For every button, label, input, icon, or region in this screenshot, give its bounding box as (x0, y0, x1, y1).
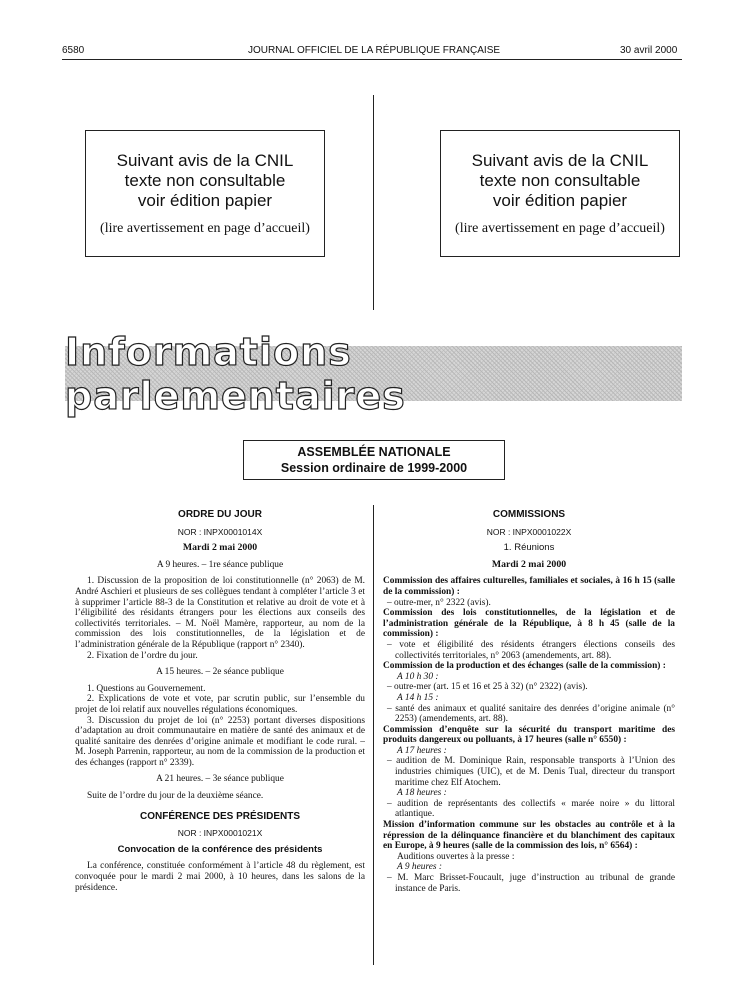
commission-4-time-1: A 17 heures : (397, 745, 447, 756)
seance-1-time: A 9 heures. – 1re séance publique (156, 559, 284, 570)
cnil-notice-left (85, 130, 325, 257)
ordre-title: ORDRE DU JOUR (178, 509, 262, 520)
column-divider-top (373, 95, 374, 310)
seance-3-item-1: Suite de l’ordre du jour de la deuxième séance. (87, 791, 264, 802)
cnil-note: (lire avertissement en page d’accueil) (100, 221, 310, 236)
seance-2-time: A 15 heures. – 2e séance publique (156, 667, 284, 678)
conference-nor: NOR : INPX0001021X (177, 828, 263, 839)
seance-1-item-1: 1. Discussion de la proposition de loi constitutionnelle (n° 2063) de M. André Aschieri et plusieurs de ses collègues tendant à compléter l’article 3 et à supprimer l’article 88-3 de la Constitution et relative au droit de vote et à l’éligibilité des résidants étrangers pour les élections aux conseils des collectivités territoriales. – M. Noël Mamère, rapporteur, au nom de la commission des lois constitutionnelles, de la législation et de l’administration générale de la République (rapport n° 2340). (75, 576, 365, 650)
ordre-nor: NOR : INPX0001014X (177, 526, 263, 537)
conference-title: CONFÉRENCE DES PRÉSIDENTS (139, 810, 301, 822)
commission-4-title: Commission d’enquête sur la sécurité du transport maritime des produits dangereux ou polluants, à 17 heures (salle n° 6550) : (383, 724, 675, 746)
right-column (383, 510, 675, 894)
commissions-title: COMMISSIONS (492, 509, 566, 520)
cnil-notice-right (440, 130, 680, 257)
cnil-line-3: voir édition papier (137, 191, 273, 210)
cnil-line-1: Suivant avis de la CNIL (471, 151, 649, 170)
assemblee-box (243, 440, 505, 480)
mission-title: Mission d’information commune sur les obstacles au contrôle et à la répression de la délinquance financière et du blanchiment des capitaux en Europe, à 9 heures (salle de la commission des lois, n° 6564) : (383, 820, 675, 852)
reunions-heading: 1. Réunions (503, 542, 555, 554)
cnil-line-2: texte non consultable (124, 171, 286, 190)
cnil-note: (lire avertissement en page d’accueil) (455, 221, 665, 236)
assemblee-session: Session ordinaire de 1999-2000 (280, 461, 468, 475)
cnil-line-2: texte non consultable (479, 171, 641, 190)
commission-1-title: Commission des affaires culturelles, familiales et sociales, à 16 h 15 (salle de la commission) : (383, 576, 675, 597)
commission-2-title: Commission des lois constitutionnelles, de la législation et de l’administration générale de la République, à 8 h 45 (salle de la commission) : (383, 608, 675, 640)
column-divider-bottom (373, 505, 374, 965)
assemblee-title: ASSEMBLÉE NATIONALE (297, 445, 451, 459)
commission-4-item-1: – audition de M. Dominique Rain, responsable transports à l’Union des industries chimiques (UIC), et de M. Denis Tual, directeur du transport maritime chez Elf Atochem. (387, 756, 675, 788)
commission-4-time-2: A 18 heures : (397, 788, 447, 799)
mission-item-1: – M. Marc Brisset-Foucault, juge d’instruction au tribunal de grande instance de Paris. (387, 873, 675, 894)
commission-3-time-1: A 10 h 30 : (397, 671, 439, 682)
commission-3-time-2: A 14 h 15 : (397, 692, 439, 703)
cnil-line-3: voir édition papier (492, 191, 628, 210)
seance-2-item-1: 1. Questions au Gouvernement. (87, 683, 206, 694)
commissions-nor: NOR : INPX0001022X (486, 526, 572, 537)
commission-3-title: Commission de la production et des échanges (salle de la commission) : (383, 661, 666, 672)
conference-subtitle: Convocation de la conférence des présidents (117, 843, 323, 855)
seance-3-time: A 21 heures. – 3e séance publique (156, 774, 284, 785)
journal-title: JOURNAL OFFICIEL DE LA RÉPUBLIQUE FRANÇAISE (247, 45, 501, 56)
commissions-day: Mardi 2 mai 2000 (491, 558, 567, 570)
header-rule (62, 59, 682, 60)
commission-3-item-2: – santé des animaux et qualité sanitaire des denrées d’origine animale (n° 2253) (amendements, art. 88). (387, 703, 675, 725)
conference-text: La conférence, constituée conformément à l’article 48 du règlement, est convoquée pour le mardi 2 mai 2000, à 10 heures, dans les salons de la présidence. (75, 861, 365, 893)
ordre-day: Mardi 2 mai 2000 (182, 542, 258, 554)
issue-date: 30 avril 2000 (620, 45, 678, 56)
page-number: 6580 (62, 45, 85, 56)
commission-1-item: – outre-mer, n° 2322 (avis). (387, 597, 491, 608)
seance-2-item-2: 2. Explications de vote et vote, par scrutin public, sur l’ensemble du projet de loi relatif aux nouvelles régulations économiques. (75, 694, 365, 715)
commission-2-item: – vote et éligibilité des résidents étrangers élections conseils des collectivités territoriales, n° 2063 (amendements, art. 88). (387, 639, 675, 661)
commission-4-item-2: – audition de représentants des collectifs « marée noire » du littoral atlantique. (387, 798, 675, 820)
section-banner (65, 329, 682, 418)
seance-2-item-3: 3. Discussion du projet de loi (n° 2253) portant diverses dispositions d’adaptation au droit communautaire en matière de santé des animaux et de qualité sanitaire des denrées d’origine animale et modifiant le code rural. – M. Joseph Parrenin, rapporteur, au nom de la commission de la production et des échanges (rapport n° 2339). (75, 715, 365, 768)
mission-subheading: Auditions ouvertes à la presse : (397, 851, 515, 862)
banner-title: Informations parlementaires (65, 329, 406, 418)
seance-1-item-2: 2. Fixation de l’ordre du jour. (87, 650, 198, 661)
cnil-line-1: Suivant avis de la CNIL (116, 151, 294, 170)
left-column (75, 510, 365, 893)
commission-3-item-1: – outre-mer (art. 15 et 16 et 25 à 32) (n° 2322) (avis). (387, 682, 588, 693)
mission-time-1: A 9 heures : (397, 862, 443, 873)
